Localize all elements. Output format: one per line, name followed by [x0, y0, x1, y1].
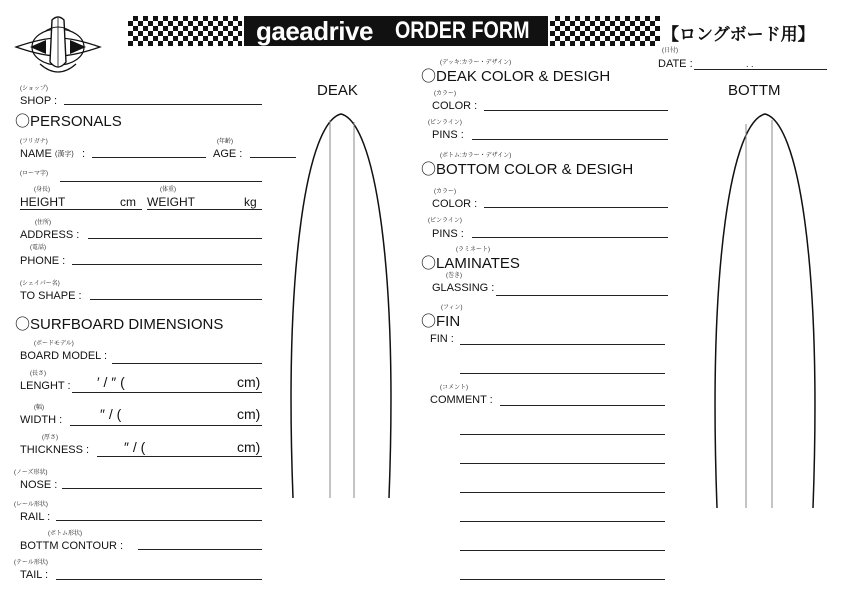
height-label: HEIGHT — [20, 195, 66, 209]
phone-label: PHONE : — [20, 255, 66, 267]
nose-ruby: (ノーズ形状) — [14, 470, 48, 476]
thickness-field[interactable] — [97, 456, 262, 457]
brand-name: gaeadrive — [256, 16, 373, 46]
length-cm: cm) — [237, 374, 261, 390]
age-ruby: (年齢) — [217, 139, 233, 145]
nose-label: NOSE : — [20, 479, 58, 491]
checker-banner-right — [550, 16, 660, 46]
weight-unit: kg — [244, 195, 257, 209]
deck-design-ruby: (デッキ:カラー・デザイン) — [440, 60, 512, 66]
comment-field-2[interactable] — [460, 434, 665, 435]
tail-ruby: (テール形状) — [14, 560, 48, 566]
name-kanji-note: (漢字) — [55, 151, 74, 158]
fin-heading: 〇FIN — [421, 313, 461, 330]
width-label: WIDTH : — [20, 414, 63, 426]
bottom-pins-label: PINS : — [432, 228, 464, 240]
bottom-design-ruby: (ボトム:カラー・デザイン) — [440, 153, 512, 159]
comment-label: COMMENT : — [430, 394, 493, 406]
weight-label: WEIGHT — [147, 195, 195, 209]
personals-heading: 〇PERSONALS — [15, 113, 122, 130]
length-field[interactable] — [72, 392, 262, 393]
glassing-label: GLASSING : — [432, 282, 495, 294]
shop-field[interactable] — [64, 104, 262, 105]
date-ruby: (日付) — [662, 48, 678, 54]
address-ruby: (住所) — [35, 220, 51, 226]
fin-ruby: (フィン) — [441, 305, 463, 311]
bottom-contour-field[interactable] — [138, 549, 262, 550]
bottom-pins-field[interactable] — [472, 237, 668, 238]
deck-color-ruby: (カラー) — [434, 91, 456, 97]
laminates-heading: 〇LAMINATES — [421, 255, 520, 272]
name-label: NAME — [20, 148, 52, 160]
surfboard-logo — [12, 14, 104, 84]
bottom-design-heading: 〇BOTTOM COLOR & DESIGH — [421, 161, 634, 178]
comment-field-5[interactable] — [460, 521, 665, 522]
deck-board-label: DEAK — [317, 82, 358, 99]
length-marks: ′ / ″ ( — [97, 374, 125, 390]
weight-field[interactable] — [147, 209, 262, 210]
nose-field[interactable] — [62, 488, 262, 489]
board-model-label: BOARD MODEL : — [20, 350, 107, 362]
shaper-ruby: (シェイパー名) — [20, 281, 60, 287]
rail-label: RAIL : — [20, 511, 51, 523]
roman-ruby: (ローマ字) — [20, 171, 48, 177]
comment-field-1[interactable] — [500, 405, 665, 406]
tail-label: TAIL : — [20, 569, 49, 581]
to-shape-field[interactable] — [90, 299, 262, 300]
glassing-ruby: (巻き) — [446, 273, 462, 279]
order-form-title: ORDER FORM — [395, 17, 530, 44]
bottom-color-field[interactable] — [484, 207, 668, 208]
thickness-label: THICKNESS : — [20, 444, 90, 456]
phone-field[interactable] — [72, 264, 262, 265]
tail-field[interactable] — [56, 579, 262, 580]
comment-field-6[interactable] — [460, 550, 665, 551]
checker-banner-left — [128, 16, 242, 46]
age-label: AGE : — [213, 148, 243, 160]
shop-ruby: (ショップ) — [20, 86, 48, 92]
name-ruby: (フリガナ) — [20, 139, 48, 145]
width-cm: cm) — [237, 406, 261, 422]
roman-name-field[interactable] — [60, 181, 262, 182]
length-label: LENGHT : — [20, 380, 71, 392]
address-label: ADDRESS : — [20, 229, 80, 241]
bottom-board-outline — [712, 110, 818, 510]
fin-field-1[interactable] — [460, 344, 665, 345]
bottom-color-ruby: (カラー) — [434, 189, 456, 195]
deck-pins-field[interactable] — [472, 139, 668, 140]
rail-ruby: (レール形状) — [14, 502, 48, 508]
fin-label: FIN : — [430, 333, 454, 345]
bottom-board-label: BOTTM — [728, 82, 781, 99]
weight-ruby: (体重) — [160, 187, 176, 193]
thickness-cm: cm) — [237, 439, 261, 455]
date-separators: . . — [746, 59, 754, 69]
date-field[interactable] — [694, 69, 827, 70]
deck-color-field[interactable] — [484, 110, 668, 111]
comment-field-4[interactable] — [460, 492, 665, 493]
thickness-marks: ″ / ( — [124, 439, 146, 455]
contour-ruby: (ボトム形状) — [48, 531, 82, 537]
glassing-field[interactable] — [496, 295, 668, 296]
bottom-pins-ruby: (ピンライン) — [428, 218, 462, 224]
width-ruby: (幅) — [34, 405, 44, 411]
address-field[interactable] — [88, 238, 262, 239]
length-ruby: (長さ) — [30, 371, 46, 377]
model-ruby: (ボードモデル) — [34, 341, 74, 347]
height-unit: cm — [120, 195, 136, 209]
date-label: DATE : — [658, 58, 693, 70]
board-model-field[interactable] — [112, 363, 262, 364]
bottom-color-label: COLOR : — [432, 198, 478, 210]
thickness-ruby: (厚さ) — [42, 435, 58, 441]
dimensions-heading: 〇SURFBOARD DIMENSIONS — [15, 316, 224, 333]
width-marks: ″ / ( — [100, 406, 122, 422]
height-ruby: (身長) — [34, 187, 50, 193]
deck-design-heading: 〇DEAK COLOR & DESIGH — [421, 68, 611, 85]
deck-color-label: COLOR : — [432, 100, 478, 112]
comment-field-7[interactable] — [460, 579, 665, 580]
width-field[interactable] — [70, 425, 262, 426]
comment-ruby: (コメント) — [440, 385, 468, 391]
fin-field-2[interactable] — [460, 373, 665, 374]
rail-field[interactable] — [56, 520, 262, 521]
name-colon: : — [82, 148, 86, 160]
to-shape-label: TO SHAPE : — [20, 290, 82, 302]
name-field[interactable] — [92, 157, 206, 158]
form-type-label: 【ロングボード用】 — [662, 25, 815, 44]
bottom-contour-label: BOTTM CONTOUR : — [20, 540, 124, 552]
laminates-ruby: (ラミネート) — [456, 247, 490, 253]
phone-ruby: (電話) — [30, 245, 46, 251]
comment-field-3[interactable] — [460, 463, 665, 464]
height-field[interactable] — [20, 209, 142, 210]
deck-pins-label: PINS : — [432, 129, 464, 141]
shop-label: SHOP : — [20, 95, 58, 107]
deck-pins-ruby: (ピンライン) — [428, 120, 462, 126]
deck-board-outline — [288, 110, 394, 500]
